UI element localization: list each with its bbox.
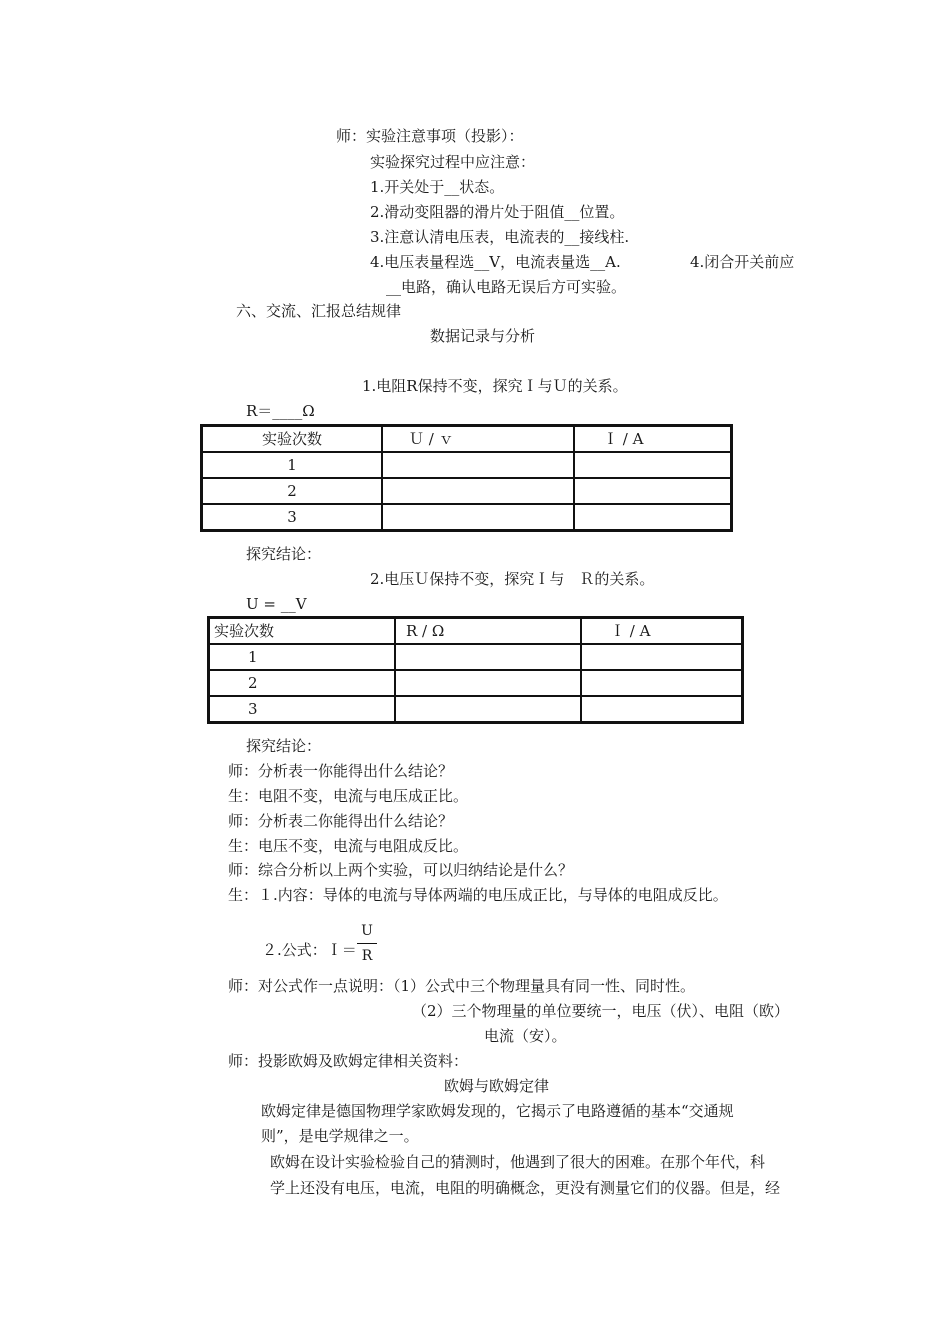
exp2-cell-i	[581, 670, 743, 696]
table-row	[209, 696, 743, 723]
notes-item-2: 2.滑动变阻器的滑片处于阻值__位置。	[370, 203, 625, 221]
dialog-line: 师：分析表二你能得出什么结论？	[228, 812, 454, 830]
exp2-header-i: Ｉ / A	[581, 618, 743, 645]
dialog-line: 师：综合分析以上两个实验，可以归纳结论是什么？	[228, 861, 574, 879]
notes-item-4a: 4.电压表量程选__V，电流表量选__A.	[370, 253, 621, 271]
exp2-conclusion: 探究结论：	[246, 737, 322, 755]
notes-item-4c: __电路，确认电路无误后方可实验。	[386, 278, 627, 296]
exp2-row-index: 2	[209, 670, 396, 696]
exp1-header-trial: 实验次数	[202, 426, 383, 453]
exp1-cell-i	[574, 478, 732, 504]
table-header-row	[209, 618, 743, 645]
explain-line-3: 电流（安）。	[484, 1027, 567, 1045]
ohm-paragraph-2b: 学上还没有电压，电流，电阻的明确概念，更没有测量它们的仪器。但是，经	[270, 1179, 781, 1197]
ohm-title: 欧姆与欧姆定律	[444, 1077, 550, 1095]
exp1-param: R＝____Ω	[246, 402, 315, 420]
exp2-cell-r	[395, 670, 581, 696]
ohm-paragraph-1b: 则”，是电学规律之一。	[261, 1127, 419, 1145]
dialog-line: 生：１.内容：导体的电流与导体两端的电压成正比，与导体的电阻成反比。	[228, 886, 728, 904]
exp1-row-index: 2	[202, 478, 383, 504]
dialog-line: 师：分析表一你能得出什么结论？	[228, 762, 454, 780]
explain-line-2: （2）三个物理量的单位要统一，电压（伏）、电阻（欧）	[412, 1002, 790, 1020]
formula-fraction	[357, 922, 377, 965]
exp2-heading: 2.电压Ｕ保持不变，探究Ｉ与 Ｒ的关系。	[370, 570, 655, 588]
exp2-header-trial: 实验次数	[209, 618, 396, 645]
formula-numerator: U	[361, 923, 373, 939]
notes-item-3: 3.注意认清电压表，电流表的__接线柱.	[370, 228, 630, 246]
exp1-cell-i	[574, 504, 732, 531]
exp1-row-index: 1	[202, 452, 383, 478]
explain-line-1: 师：对公式作一点说明：（1）公式中三个物理量具有同一性、同时性。	[228, 977, 696, 995]
table-row	[202, 504, 732, 531]
exp1-cell-i	[574, 452, 732, 478]
notes-item-4b: 4.闭合开关前应	[690, 253, 795, 271]
dialog-line: 生：电阻不变，电流与电压成正比。	[228, 787, 469, 805]
notes-title: 师：实验注意事项（投影）：	[336, 127, 524, 145]
exp1-conclusion: 探究结论：	[246, 545, 322, 563]
table-row	[209, 670, 743, 696]
exp1-header-i: Ｉ / A	[574, 426, 732, 453]
exp2-row-index: 3	[209, 696, 396, 723]
table-row	[209, 644, 743, 670]
formula-label: ２.公式：Ｉ＝	[262, 941, 357, 959]
exp2-cell-i	[581, 696, 743, 723]
exp2-header-r: R / Ω	[395, 618, 581, 645]
exp2-param: U = __V	[246, 595, 307, 613]
ohm-paragraph-2a: 欧姆在设计实验检验自己的猜测时，他遇到了很大的困难。在那个年代，科	[270, 1153, 766, 1171]
notes-intro: 实验探究过程中应注意：	[370, 153, 536, 171]
exp1-row-index: 3	[202, 504, 383, 531]
exp2-cell-r	[395, 696, 581, 723]
exp2-cell-i	[581, 644, 743, 670]
exp2-cell-r	[395, 644, 581, 670]
fraction-bar	[357, 943, 377, 944]
table-header-row	[202, 426, 732, 453]
exp1-cell-u	[382, 478, 574, 504]
exp1-header-u: Ｕ / ｖ	[382, 426, 574, 453]
formula-denominator: R	[361, 948, 373, 964]
exp1-cell-u	[382, 504, 574, 531]
section-heading: 六、交流、汇报总结规律	[236, 302, 402, 320]
data-title: 数据记录与分析	[430, 327, 536, 345]
exp2-row-index: 1	[209, 644, 396, 670]
exp1-cell-u	[382, 452, 574, 478]
table-row	[202, 452, 732, 478]
ohm-paragraph-1a: 欧姆定律是德国物理学家欧姆发现的，它揭示了电路遵循的基本“交通规	[261, 1102, 734, 1120]
exp1-table	[200, 424, 733, 532]
notes-item-1: 1.开关处于__状态。	[370, 178, 505, 196]
table-row	[202, 478, 732, 504]
dialog-line: 生：电压不变，电流与电阻成反比。	[228, 837, 469, 855]
ohm-intro: 师：投影欧姆及欧姆定律相关资料：	[228, 1052, 469, 1070]
exp2-table	[207, 616, 744, 724]
exp1-heading: 1.电阻R保持不变，探究Ｉ与Ｕ的关系。	[362, 377, 628, 395]
